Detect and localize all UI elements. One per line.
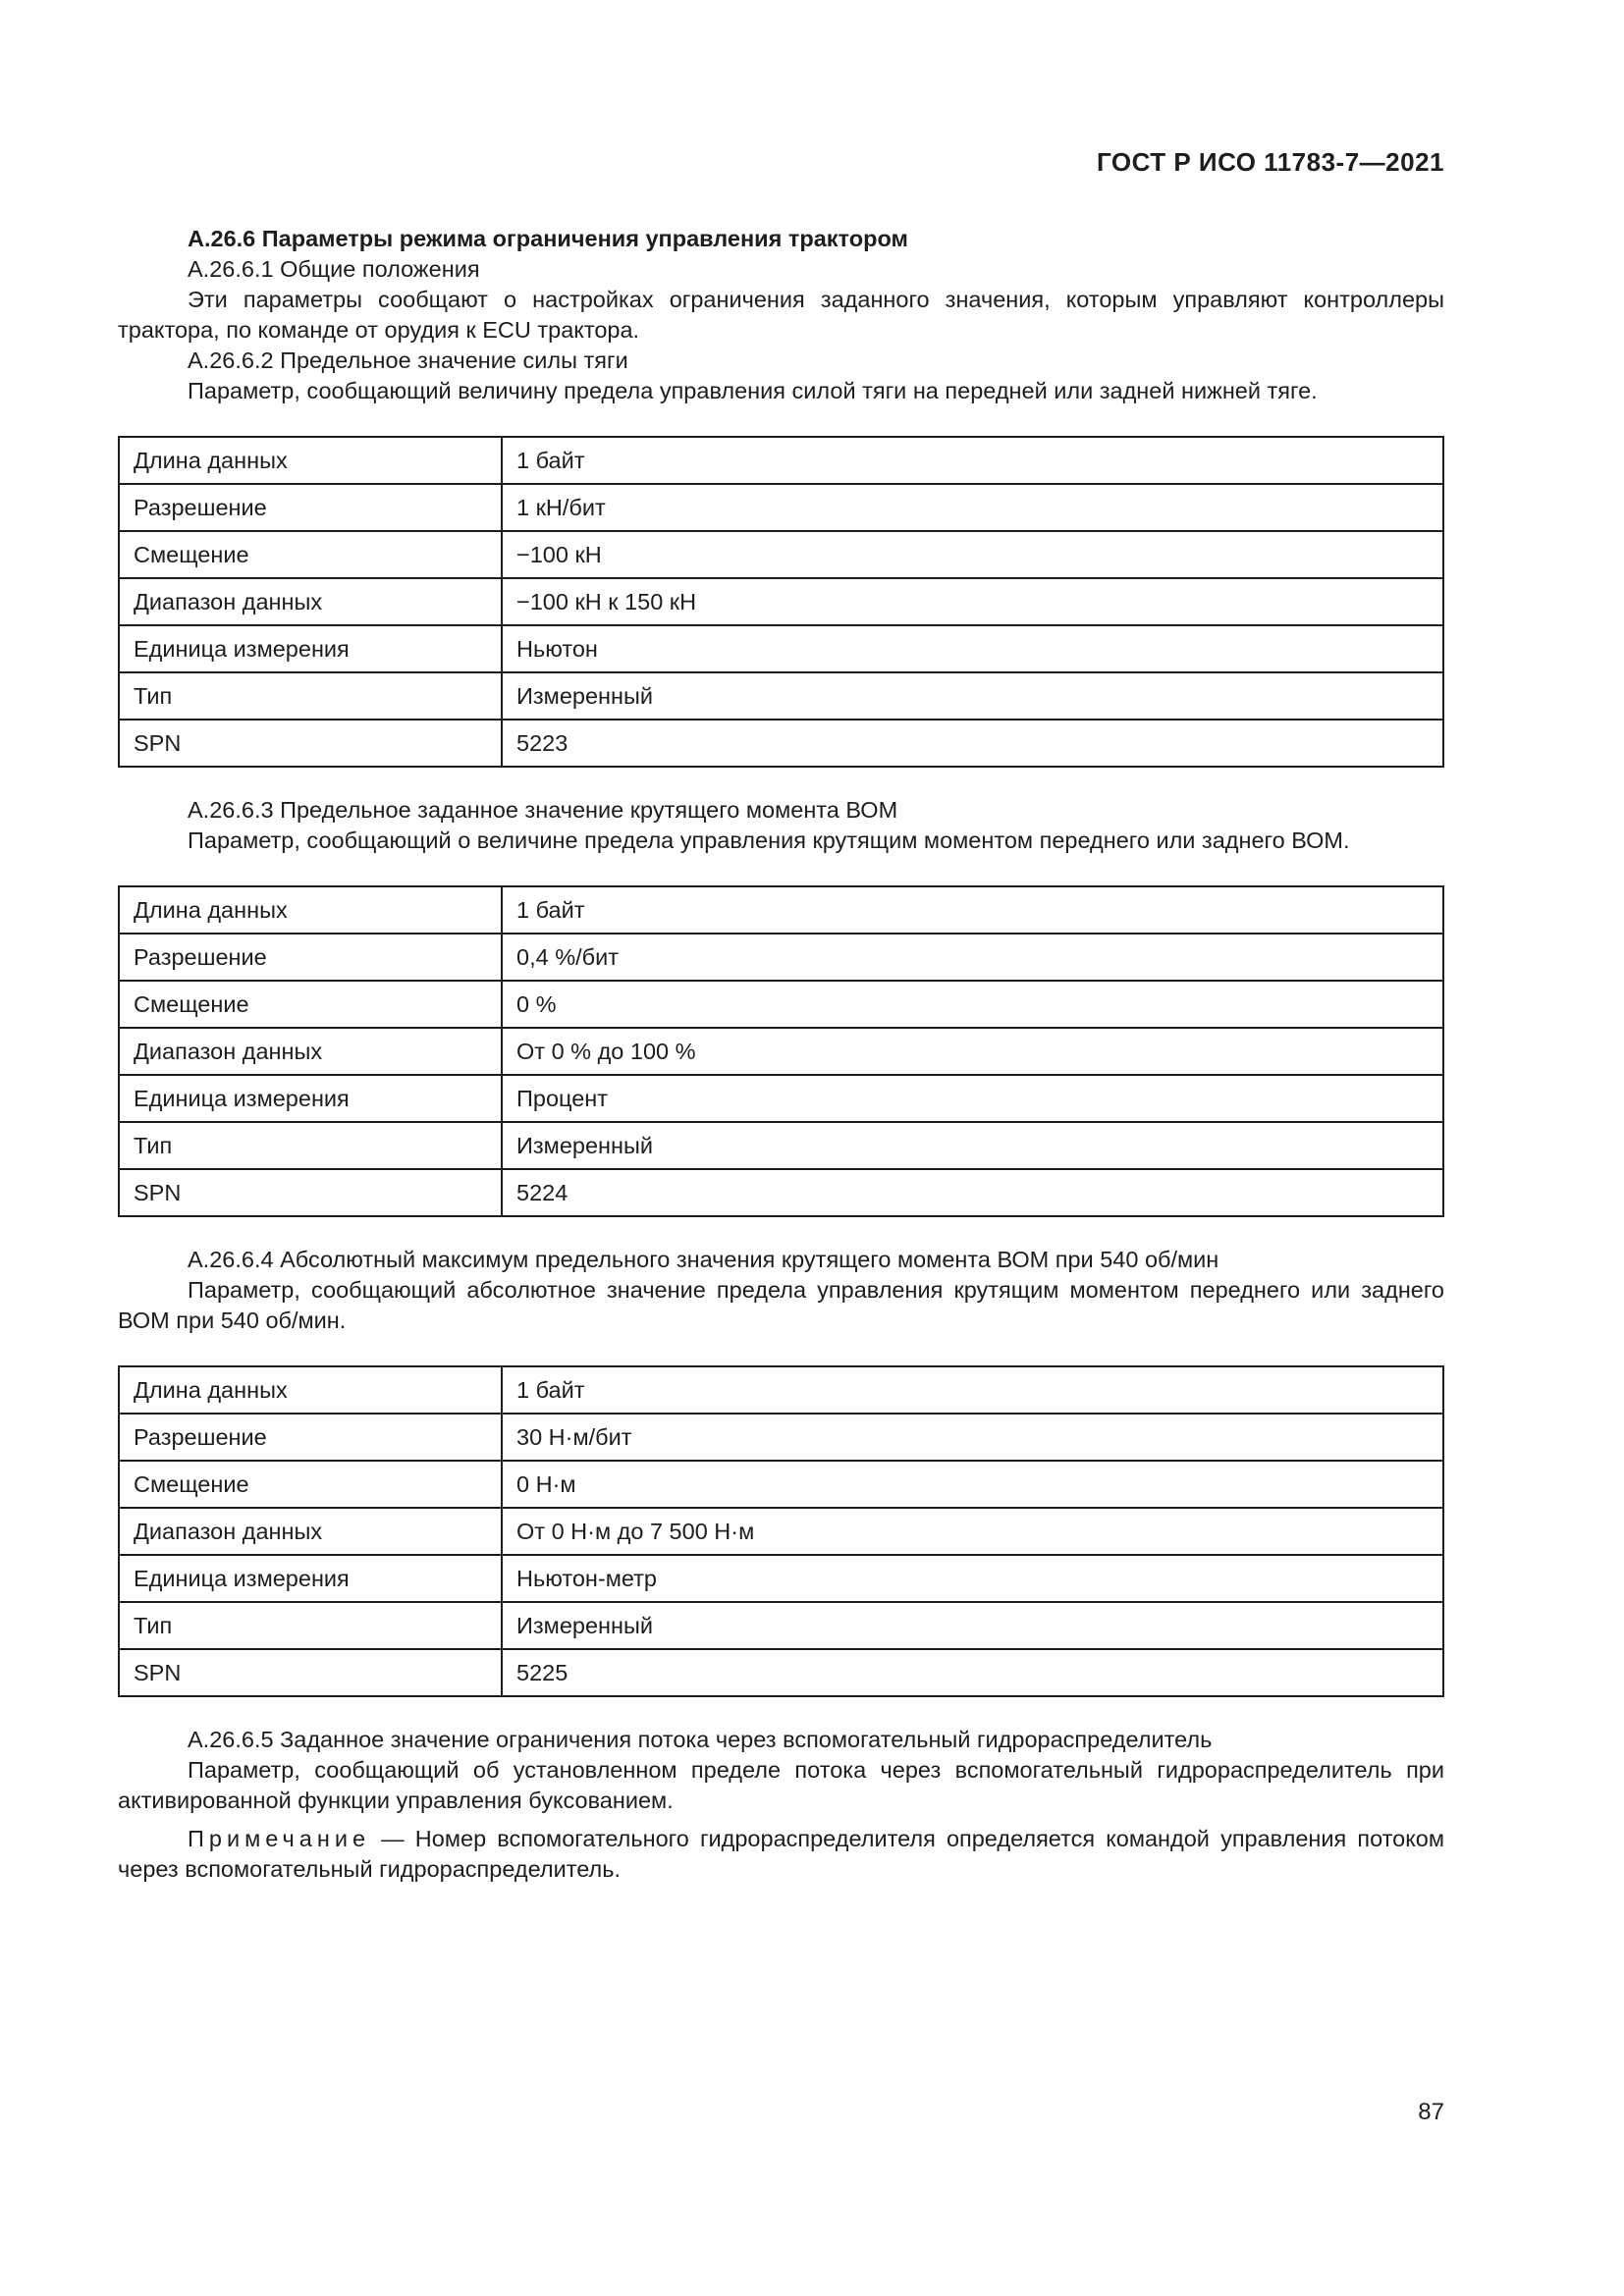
parameter-value-cell: −100 кН к 150 кН [502, 578, 1443, 625]
parameter-value-cell: 1 кН/бит [502, 484, 1443, 531]
parameter-value-cell: Ньютон [502, 625, 1443, 672]
parameter-value-cell: −100 кН [502, 531, 1443, 578]
parameter-name-cell: Разрешение [119, 484, 502, 531]
table-row [119, 1508, 1443, 1555]
note-text: — Номер вспомогательного гидрораспределителя определяется командой управления потоком через вспомогательный гидрораспределитель. [118, 1826, 1444, 1882]
subsection-heading: А.26.6.2 Предельное значение силы тяги [188, 347, 628, 373]
note-paragraph [118, 1824, 1444, 1885]
parameter-table [118, 436, 1444, 768]
parameter-name-cell: Единица измерения [119, 1075, 502, 1122]
parameter-name-cell: Диапазон данных [119, 578, 502, 625]
parameter-value-cell: 1 байт [502, 437, 1443, 484]
parameter-value-cell: От 0 Н·м до 7 500 Н·м [502, 1508, 1443, 1555]
parameter-name-cell: Тип [119, 1122, 502, 1169]
parameter-value-cell: 0,4 %/бит [502, 934, 1443, 981]
table-row [119, 1122, 1443, 1169]
table-row [119, 934, 1443, 981]
subsection-heading: А.26.6.5 Заданное значение ограничения потока через вспомогательный гидрораспределитель [188, 1727, 1213, 1752]
note-label: Примечание [188, 1826, 371, 1851]
table-row [119, 484, 1443, 531]
parameter-blocks [118, 346, 1444, 1697]
paragraph: Параметр, сообщающий о величине предела управления крутящим моментом переднего или заднего ВОМ. [188, 828, 1350, 853]
parameter-name-cell: Разрешение [119, 1414, 502, 1461]
parameter-name-cell: Единица измерения [119, 625, 502, 672]
parameter-name-cell: Длина данных [119, 437, 502, 484]
table-row [119, 672, 1443, 720]
table-row [119, 1075, 1443, 1122]
parameter-name-cell: Диапазон данных [119, 1028, 502, 1075]
subsection-heading: А.26.6.3 Предельное заданное значение крутящего момента ВОМ [188, 797, 898, 823]
paragraph: Параметр, сообщающий величину предела управления силой тяги на передней или задней нижней тяге. [188, 378, 1318, 403]
table-row [119, 1028, 1443, 1075]
paragraph: Параметр, сообщающий об установленном пределе потока через вспомогательный гидрораспределитель при активированной функции управления буксованием. [118, 1757, 1444, 1813]
parameter-name-cell: SPN [119, 1169, 502, 1216]
parameter-value-cell: От 0 % до 100 % [502, 1028, 1443, 1075]
parameter-name-cell: Тип [119, 1602, 502, 1649]
table-row [119, 1555, 1443, 1602]
parameter-name-cell: Диапазон данных [119, 1508, 502, 1555]
parameter-name-cell: Смещение [119, 531, 502, 578]
parameter-name-cell: Единица измерения [119, 1555, 502, 1602]
subsection-heading: А.26.6.4 Абсолютный максимум предельного значения крутящего момента ВОМ при 540 об/мин [188, 1247, 1219, 1272]
parameter-value-cell: 0 % [502, 981, 1443, 1028]
page-number: 87 [1418, 2099, 1444, 2125]
parameter-name-cell: Длина данных [119, 1366, 502, 1414]
parameter-value-cell: Измеренный [502, 1602, 1443, 1649]
parameter-value-cell: Измеренный [502, 1122, 1443, 1169]
paragraph: Параметр, сообщающий абсолютное значение предела управления крутящим моментом переднего или заднего ВОМ при 540 об/мин. [118, 1277, 1444, 1333]
parameter-value-cell: 5223 [502, 720, 1443, 767]
parameter-value-cell: 1 байт [502, 1366, 1443, 1414]
table-row [119, 531, 1443, 578]
parameter-table [118, 1365, 1444, 1697]
parameter-name-cell: Разрешение [119, 934, 502, 981]
parameter-value-cell: 5225 [502, 1649, 1443, 1696]
parameter-name-cell: Смещение [119, 981, 502, 1028]
parameter-name-cell: Длина данных [119, 886, 502, 934]
parameter-name-cell: Смещение [119, 1461, 502, 1508]
parameter-name-cell: SPN [119, 1649, 502, 1696]
parameter-name-cell: Тип [119, 672, 502, 720]
parameter-value-cell: Ньютон-метр [502, 1555, 1443, 1602]
parameter-value-cell: 1 байт [502, 886, 1443, 934]
parameter-value-cell: 5224 [502, 1169, 1443, 1216]
table-row [119, 886, 1443, 934]
parameter-table [118, 885, 1444, 1217]
paragraph: Эти параметры сообщают о настройках ограничения заданного значения, которым управляют контроллеры трактора, по команде от орудия к ECU трактора. [118, 287, 1444, 343]
subsection-heading: А.26.6.1 Общие положения [188, 256, 480, 282]
table-row [119, 1602, 1443, 1649]
table-row [119, 1649, 1443, 1696]
parameter-value-cell: 0 Н·м [502, 1461, 1443, 1508]
table-row [119, 1461, 1443, 1508]
section-title: А.26.6 Параметры режима ограничения управления трактором [188, 226, 908, 251]
document-code: ГОСТ Р ИСО 11783-7—2021 [1096, 147, 1444, 177]
table-row [119, 1414, 1443, 1461]
page-content [118, 224, 1444, 1885]
table-row [119, 578, 1443, 625]
parameter-value-cell: Процент [502, 1075, 1443, 1122]
table-row [119, 1366, 1443, 1414]
table-row [119, 437, 1443, 484]
parameter-value-cell: Измеренный [502, 672, 1443, 720]
table-row [119, 625, 1443, 672]
table-row [119, 720, 1443, 767]
parameter-name-cell: SPN [119, 720, 502, 767]
parameter-value-cell: 30 Н·м/бит [502, 1414, 1443, 1461]
table-row [119, 1169, 1443, 1216]
table-row [119, 981, 1443, 1028]
